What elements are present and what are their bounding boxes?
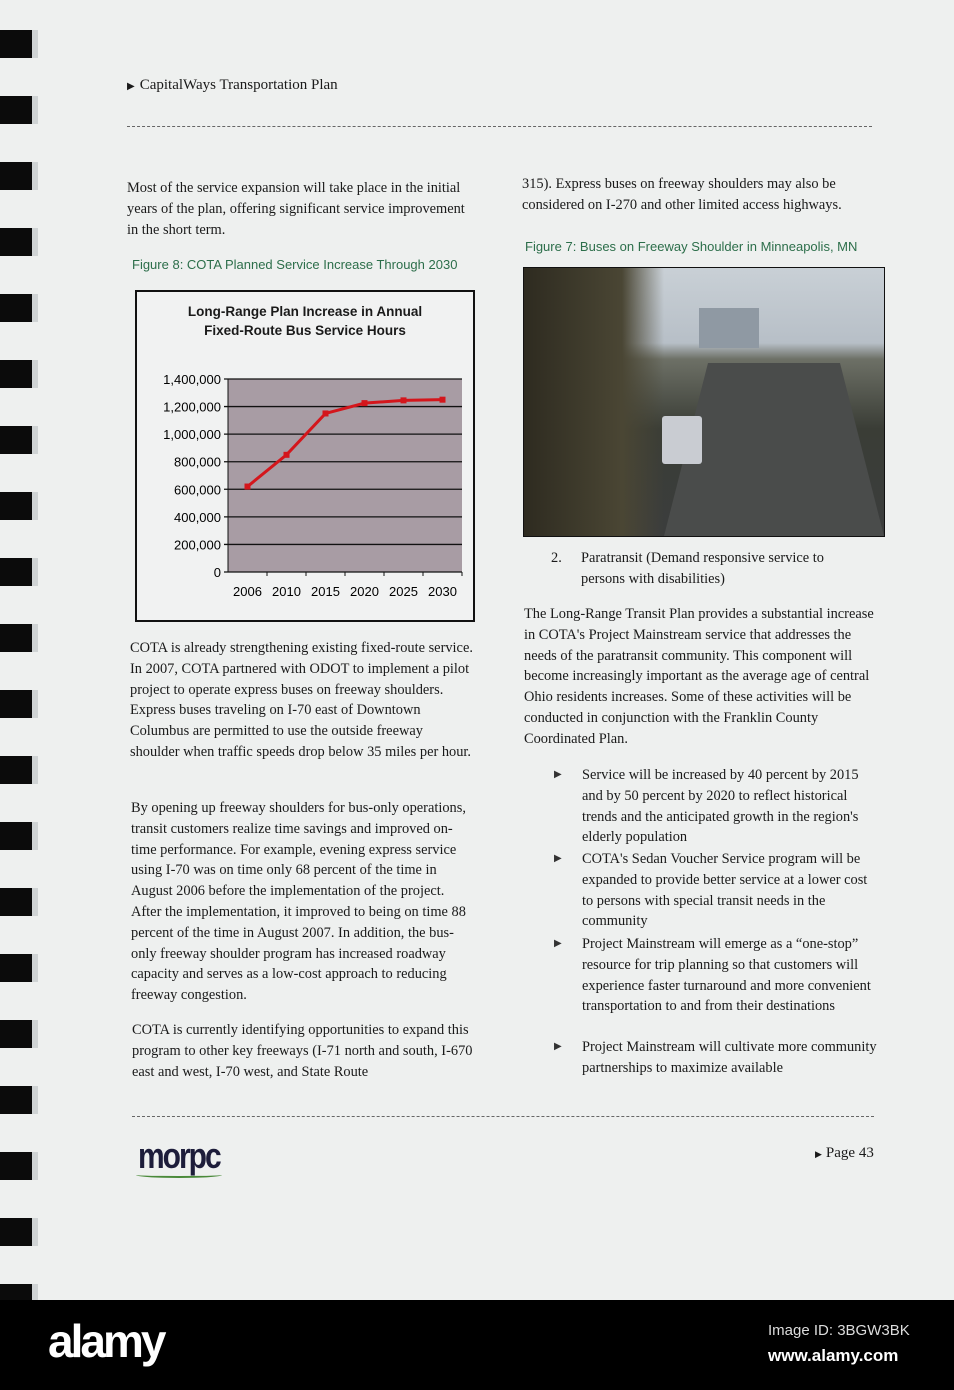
- binding-ring: [0, 360, 38, 388]
- binding-ring: [0, 30, 38, 58]
- y-tick-label: 600,000: [174, 482, 221, 498]
- x-tick-label: 2010: [272, 584, 301, 599]
- chart-title: Long-Range Plan Increase in Annual Fixed-Route Bus Service Hours: [187, 304, 423, 338]
- binding-ring: [0, 822, 38, 850]
- image-id: Image ID: 3BGW3BK: [768, 1322, 910, 1339]
- data-point: [284, 452, 290, 458]
- paratransit-heading: Paratransit (Demand responsive service to persons with disabilities): [581, 550, 824, 587]
- binding-ring: [0, 1020, 38, 1048]
- continued-paragraph: 315). Express buses on freeway shoulders may also be considered on I-270 and other limited access highways.: [522, 176, 842, 213]
- footer-divider: [132, 1116, 874, 1117]
- freeway-bus-photo: [523, 267, 885, 537]
- y-tick-label: 0: [213, 565, 221, 580]
- binding-ring: [0, 888, 38, 916]
- x-tick-label: 2030: [428, 584, 457, 599]
- alamy-logo: alamy: [48, 1315, 164, 1367]
- running-header: [127, 77, 338, 94]
- binding-ring: [0, 1218, 38, 1246]
- binding-ring: [0, 1152, 38, 1180]
- page-number: ▶ Page 43: [815, 1145, 874, 1161]
- binding-ring: [0, 96, 38, 124]
- x-tick-label: 2015: [311, 584, 340, 599]
- binding-ring: [0, 492, 38, 520]
- bullet-arrow-icon: ▶: [554, 938, 562, 949]
- x-tick-label: 2020: [350, 584, 379, 599]
- x-tick-label: 2006: [233, 584, 262, 599]
- paragraph-1: COTA is already strengthening existing fixed-route service. In 2007, COTA partnered with ODOT to implement a pilot project to operate express buses on freeway shoulders. Express buses traveling on I-70 east of Downtown Columbus are permitted to use the outside freeway shoulder when traffic speeds drop below 35 miles per hour.: [130, 640, 473, 760]
- data-point: [440, 397, 446, 403]
- y-tick-label: 800,000: [174, 454, 221, 470]
- header-divider: [127, 126, 872, 127]
- bullet-arrow-icon: ▶: [554, 853, 562, 864]
- header-title: CapitalWays Transportation Plan: [139, 77, 338, 93]
- binding-ring: [0, 426, 38, 454]
- bullet-item: Service will be increased by 40 percent by 2015 and by 50 percent by 2020 to reflect historical trends and the anticipated growth in the region's elderly population: [582, 767, 859, 846]
- binding-ring: [0, 756, 38, 784]
- spiral-binding: [0, 0, 40, 1300]
- binding-ring: [0, 690, 38, 718]
- bullet-item: Project Mainstream will emerge as a “one-stop” resource for trip planning so that customers will experience faster turnaround and more convenient transportation to and from their destinations: [582, 936, 871, 1015]
- data-point: [401, 397, 407, 403]
- figure-7-caption: Figure 7: Buses on Freeway Shoulder in Minneapolis, MN: [525, 239, 858, 254]
- binding-ring: [0, 954, 38, 982]
- figure-8-caption: Figure 8: COTA Planned Service Increase Through 2030: [132, 257, 458, 272]
- list-number: 2.: [551, 550, 562, 566]
- binding-ring: [0, 624, 38, 652]
- y-tick-label: 1,200,000: [163, 399, 221, 415]
- morpc-logo: morpc: [138, 1136, 220, 1177]
- y-tick-label: 1,400,000: [163, 372, 221, 387]
- bullet-item: Project Mainstream will cultivate more community partnerships to maximize available: [582, 1039, 877, 1076]
- y-tick-label: 1,000,000: [163, 427, 221, 443]
- paragraph-2: By opening up freeway shoulders for bus-only operations, transit customers realize time savings and improved on-time performance. For example, evening express service using I-70 was on time only 68 percent of the time in August 2006 before the implementation of the project. After the implementation, it improved to being on time 88 percent of the time in August 2007. In addition, the bus-only freeway shoulder program has increased roadway capacity and serves as a low-cost approach to reducing freeway congestion.: [131, 800, 466, 1004]
- binding-ring: [0, 228, 38, 256]
- x-tick-label: 2025: [389, 584, 418, 599]
- paragraph-3: COTA is currently identifying opportunities to expand this program to other key freeways (I-71 north and south, I-670 east and west, I-70 west, and State Route: [132, 1022, 473, 1080]
- bullet-arrow-icon: ▶: [554, 1041, 562, 1052]
- watermark-bar: [0, 1300, 954, 1390]
- alamy-url: www.alamy.com: [768, 1346, 899, 1365]
- data-point: [323, 410, 329, 416]
- binding-ring: [0, 1086, 38, 1114]
- logo-swoosh: [136, 1172, 222, 1178]
- data-point: [362, 400, 368, 406]
- arrow-icon: ▶: [815, 1149, 822, 1159]
- y-tick-label: 400,000: [174, 509, 221, 525]
- bullet-item: COTA's Sedan Voucher Service program will be expanded to provide better service at a lower cost to persons with special transit needs in the community: [582, 851, 868, 930]
- service-hours-chart: [135, 290, 475, 622]
- binding-ring: [0, 558, 38, 586]
- binding-ring: [0, 162, 38, 190]
- y-tick-label: 200,000: [174, 537, 221, 553]
- binding-ring: [0, 294, 38, 322]
- chart-canvas: [137, 292, 473, 620]
- bullet-arrow-icon: ▶: [554, 769, 562, 780]
- arrow-icon: ▶: [127, 81, 135, 92]
- data-point: [245, 484, 251, 490]
- intro-paragraph: Most of the service expansion will take place in the initial years of the plan, offering significant service improvement in the short term.: [127, 180, 465, 238]
- paratransit-paragraph: The Long-Range Transit Plan provides a substantial increase in COTA's Project Mainstream service that addresses the needs of the paratransit community. This component will become increasingly important as the average age of central Ohio residents increases. Some of these activities will be conducted in conjunction with the Franklin County Coordinated Plan.: [524, 606, 874, 747]
